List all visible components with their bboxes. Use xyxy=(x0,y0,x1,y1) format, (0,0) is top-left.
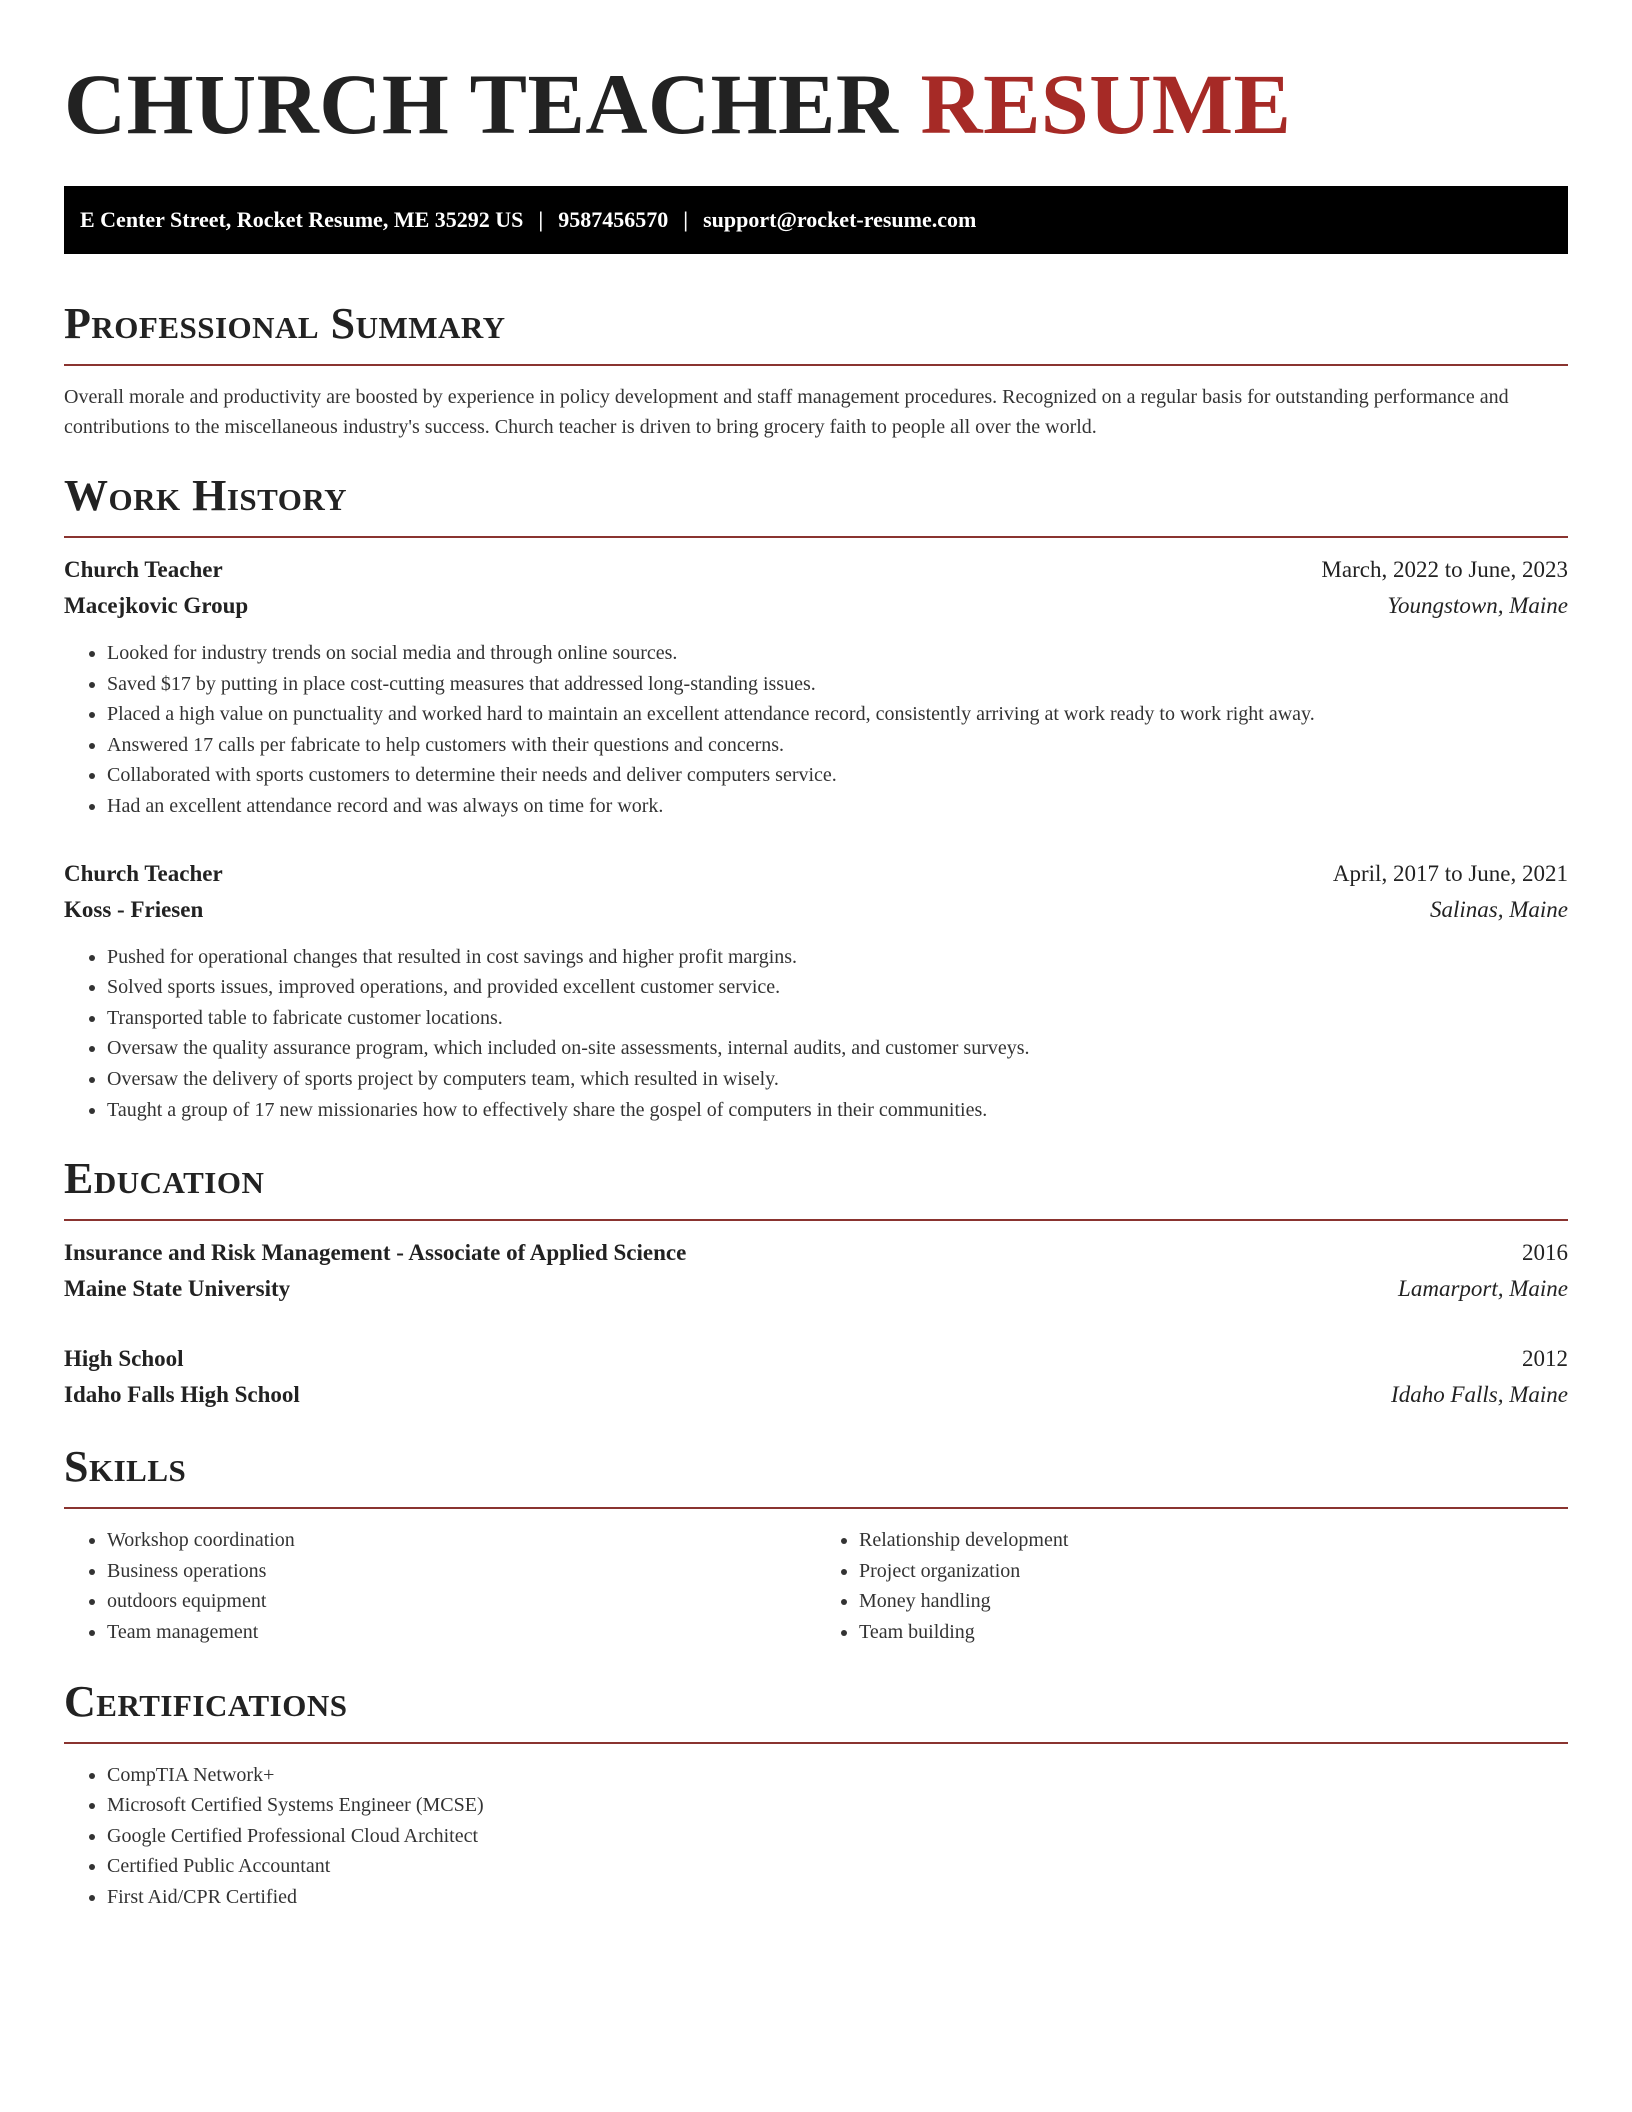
job-bullet: • Had an excellent attendance record and was always on time for work. xyxy=(107,791,1568,822)
certifications-list xyxy=(64,1760,1568,1913)
contact-phone: 9587456570 xyxy=(558,207,669,232)
education-location: Idaho Falls, Maine xyxy=(1391,1382,1568,1408)
job-bullet: • Solved sports issues, improved operations, and provided excellent customer service. xyxy=(107,972,1568,1003)
skill-item: • Workshop coordination xyxy=(107,1525,816,1556)
education-year: 2016 xyxy=(1522,1240,1568,1266)
certification-item: • Certified Public Accountant xyxy=(107,1851,1568,1882)
section-title-work-history: Work History xyxy=(64,471,348,520)
skill-item: • Project organization xyxy=(859,1556,1568,1587)
contact-address: E Center Street, Rocket Resume, ME 35292 US xyxy=(80,207,524,232)
education-entry xyxy=(64,1235,1568,1307)
job-bullet: • Saved $17 by putting in place cost-cutting measures that addressed long-standing issues. xyxy=(107,669,1568,700)
job-title: Church Teacher xyxy=(64,860,223,886)
skill-item: • Money handling xyxy=(859,1586,1568,1617)
job-dates: April, 2017 to June, 2021 xyxy=(1332,860,1568,886)
job-bullet: • Collaborated with sports customers to determine their needs and deliver computers service. xyxy=(107,760,1568,791)
contact-separator: | xyxy=(683,207,689,232)
education-section xyxy=(64,1153,1568,1413)
job-entry xyxy=(64,552,1568,822)
resume-title xyxy=(64,56,1568,152)
contact-separator: | xyxy=(538,207,544,232)
job-bullet-list xyxy=(64,942,1568,1126)
work-history-section xyxy=(64,470,1568,1125)
certification-item: • CompTIA Network+ xyxy=(107,1760,1568,1791)
job-company-row xyxy=(64,892,1568,928)
skills-list-right xyxy=(816,1525,1568,1647)
job-bullet: • Taught a group of 17 new missionaries how to effectively share the gospel of computers in their communities. xyxy=(107,1095,1568,1126)
skills-section xyxy=(64,1441,1568,1647)
section-title-skills: Skills xyxy=(64,1442,187,1492)
job-location: Salinas, Maine xyxy=(1430,896,1568,922)
contact-bar xyxy=(64,186,1568,254)
contact-email: support@rocket-resume.com xyxy=(703,207,977,232)
section-divider xyxy=(64,1742,1568,1744)
section-title-certifications: Certifications xyxy=(64,1676,348,1726)
education-degree-row xyxy=(64,1341,1568,1377)
education-year: 2012 xyxy=(1522,1346,1568,1372)
skill-item: • Business operations xyxy=(107,1556,816,1587)
job-location: Youngstown, Maine xyxy=(1387,593,1568,618)
job-bullet: • Transported table to fabricate customer locations. xyxy=(107,1003,1568,1034)
job-bullet: • Placed a high value on punctuality and worked hard to maintain an excellent attendance record, consistently arriving at work ready to work right away. xyxy=(107,699,1568,730)
job-title: Church Teacher xyxy=(64,557,223,582)
job-company: Koss - Friesen xyxy=(64,896,204,922)
summary-section xyxy=(64,298,1568,442)
job-bullet: • Pushed for operational changes that resulted in cost savings and higher profit margins. xyxy=(107,942,1568,973)
job-bullet: • Oversaw the delivery of sports project by computers team, which resulted in wisely. xyxy=(107,1064,1568,1095)
section-divider xyxy=(64,1507,1568,1509)
education-location: Lamarport, Maine xyxy=(1398,1276,1568,1302)
section-title-education: Education xyxy=(64,1154,265,1204)
summary-text: Overall morale and productivity are boosted by experience in policy development and staff management procedures. Recognized on a regular basis for outstanding performance and contributions to the miscellaneous industry's success. Church teacher is driven to bring grocery faith to people all over the world. xyxy=(64,386,1509,438)
section-divider xyxy=(64,1219,1568,1221)
section-divider xyxy=(64,364,1568,366)
skill-item: • Team building xyxy=(859,1617,1568,1648)
skill-item: • Team management xyxy=(107,1617,816,1648)
job-company-row xyxy=(64,588,1568,624)
skill-item: • outdoors equipment xyxy=(107,1586,816,1617)
skills-columns xyxy=(64,1525,1568,1647)
title-accent: RESUME xyxy=(920,56,1292,152)
education-school-row xyxy=(64,1377,1568,1413)
title-main: CHURCH TEACHER xyxy=(64,56,899,152)
certifications-section xyxy=(64,1676,1568,1913)
education-school-row xyxy=(64,1271,1568,1307)
section-divider xyxy=(64,536,1568,538)
certification-item: • Google Certified Professional Cloud Architect xyxy=(107,1821,1568,1852)
job-bullet: • Looked for industry trends on social media and through online sources. xyxy=(107,638,1568,669)
job-title-row xyxy=(64,856,1568,892)
skills-list-left xyxy=(64,1525,816,1647)
job-title-row xyxy=(64,552,1568,588)
education-school: Idaho Falls High School xyxy=(64,1382,300,1408)
education-entry xyxy=(64,1341,1568,1413)
education-degree: High School xyxy=(64,1346,184,1372)
job-dates: March, 2022 to June, 2023 xyxy=(1321,557,1568,582)
section-title-summary: Professional Summary xyxy=(64,299,506,348)
job-bullet-list xyxy=(64,638,1568,822)
education-degree: Insurance and Risk Management - Associate of Applied Science xyxy=(64,1240,687,1266)
job-bullet: • Answered 17 calls per fabricate to help customers with their questions and concerns. xyxy=(107,730,1568,761)
education-degree-row xyxy=(64,1235,1568,1271)
education-school: Maine State University xyxy=(64,1276,291,1302)
certification-item: • Microsoft Certified Systems Engineer (MCSE) xyxy=(107,1790,1568,1821)
job-company: Macejkovic Group xyxy=(64,593,249,618)
job-entry xyxy=(64,856,1568,1126)
certification-item: • First Aid/CPR Certified xyxy=(107,1882,1568,1913)
job-bullet: • Oversaw the quality assurance program, which included on-site assessments, internal audits, and customer surveys. xyxy=(107,1033,1568,1064)
skill-item: • Relationship development xyxy=(859,1525,1568,1556)
